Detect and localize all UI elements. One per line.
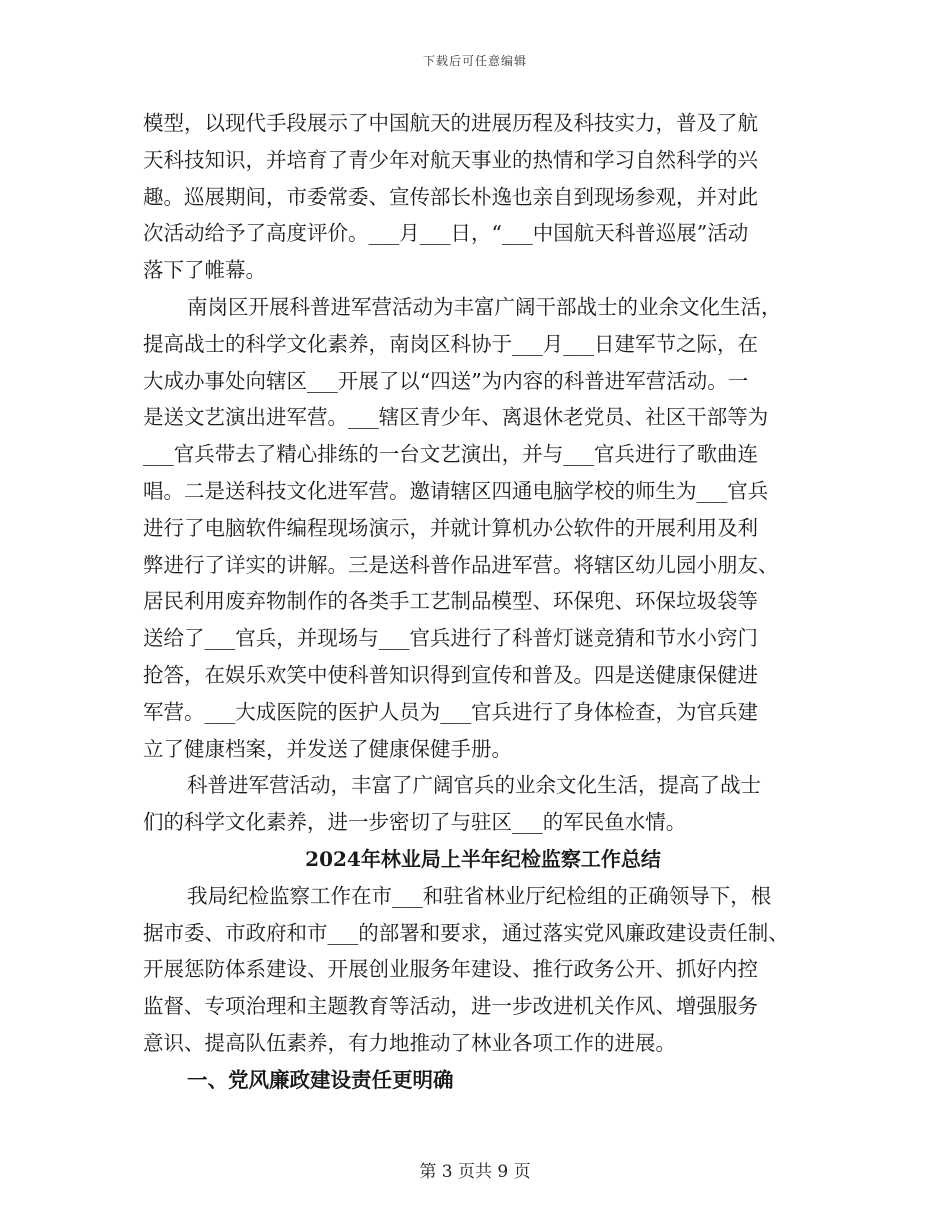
text-line: 送给了___官兵，并现场与___官兵进行了科普灯谜竞猜和节水小窍门 [143, 626, 758, 651]
text-line: 落下了帷幕。 [143, 258, 266, 283]
text-line: 趣。巡展期间，市委常委、宣传部长朴逸也亲自到现场参观，并对此 [143, 184, 758, 209]
text-line: 进行了电脑软件编程现场演示，并就计算机办公软件的开展利用及利 [143, 515, 758, 540]
paragraph-science-to-barracks [143, 289, 823, 767]
text-line: 弊进行了详实的讲解。三是送科普作品进军营。将辖区幼儿园小朋友、 [143, 552, 779, 577]
text-line: 唱。二是送科技文化进军营。邀请辖区四通电脑学校的师生为___官兵 [143, 478, 769, 503]
paragraph-discipline-inspection-intro [143, 878, 823, 1062]
text-line: 我局纪检监察工作在市___和驻省林业厅纪检组的正确领导下，根 [187, 883, 772, 908]
text-line: 南岗区开展科普进军营活动为丰富广阔干部战士的业余文化生活， [187, 294, 782, 319]
text-line: ___官兵带去了精心排练的一台文艺演出，并与___官兵进行了歌曲连 [143, 442, 758, 467]
text-line: 天科技知识，并培育了青少年对航天事业的热情和学习自然科学的兴 [143, 147, 758, 172]
text-line: 开展惩防体系建设、开展创业服务年建设、推行政务公开、抓好内控 [143, 957, 758, 982]
text-line: 抢答，在娱乐欢笑中使科普知识得到宣传和普及。四是送健康保健进 [143, 662, 758, 687]
text-line: 是送文艺演出进军营。___辖区青少年、离退休老党员、社区干部等为 [143, 405, 769, 430]
text-line: 们的科学文化素养，进一步密切了与驻区___的军民鱼水情。 [143, 810, 687, 835]
page-header: 下载后可任意编辑 [422, 54, 527, 68]
paragraph-activity-summary [143, 767, 823, 841]
page-number-footer: 第 3 页共 9 页 [419, 1162, 531, 1182]
text-line: 监督、专项治理和主题教育等活动，进一步改进机关作风、增强服务 [143, 994, 758, 1019]
text-line: 据市委、市政府和市___的部署和要求，通过落实党风廉政建设责任制、 [143, 920, 789, 945]
text-line: 意识、提高队伍素养，有力地推动了林业各项工作的进展。 [143, 1030, 676, 1055]
text-line: 居民利用废弃物制作的各类手工艺制品模型、环保兜、环保垃圾袋等 [143, 589, 758, 614]
text-line: 科普进军营活动，丰富了广阔官兵的业余文化生活，提高了战士 [187, 773, 761, 798]
text-line: 模型，以现代手段展示了中国航天的进展历程及科技实力，普及了航 [143, 111, 758, 135]
section-title: 2024年林业局上半年纪检监察工作总结 [305, 846, 661, 871]
text-line: 提高战士的科学文化素养，南岗区科协于___月___日建军节之际，在 [143, 331, 758, 356]
text-line: 次活动给予了高度评价。___月___日，“___中国航天科普巡展”活动 [143, 221, 749, 246]
text-line: 立了健康档案，并发送了健康保健手册。 [143, 736, 512, 761]
text-line: 军营。___大成医院的医护人员为___官兵进行了身体检查，为官兵建 [143, 699, 758, 724]
paragraph-aerospace-exhibition [143, 105, 823, 289]
section-heading: 一、党风廉政建设责任更明确 [187, 1067, 454, 1092]
document-body [143, 105, 823, 1099]
text-line: 大成办事处向辖区___开展了以“四送”为内容的科普进军营活动。一 [143, 368, 749, 393]
